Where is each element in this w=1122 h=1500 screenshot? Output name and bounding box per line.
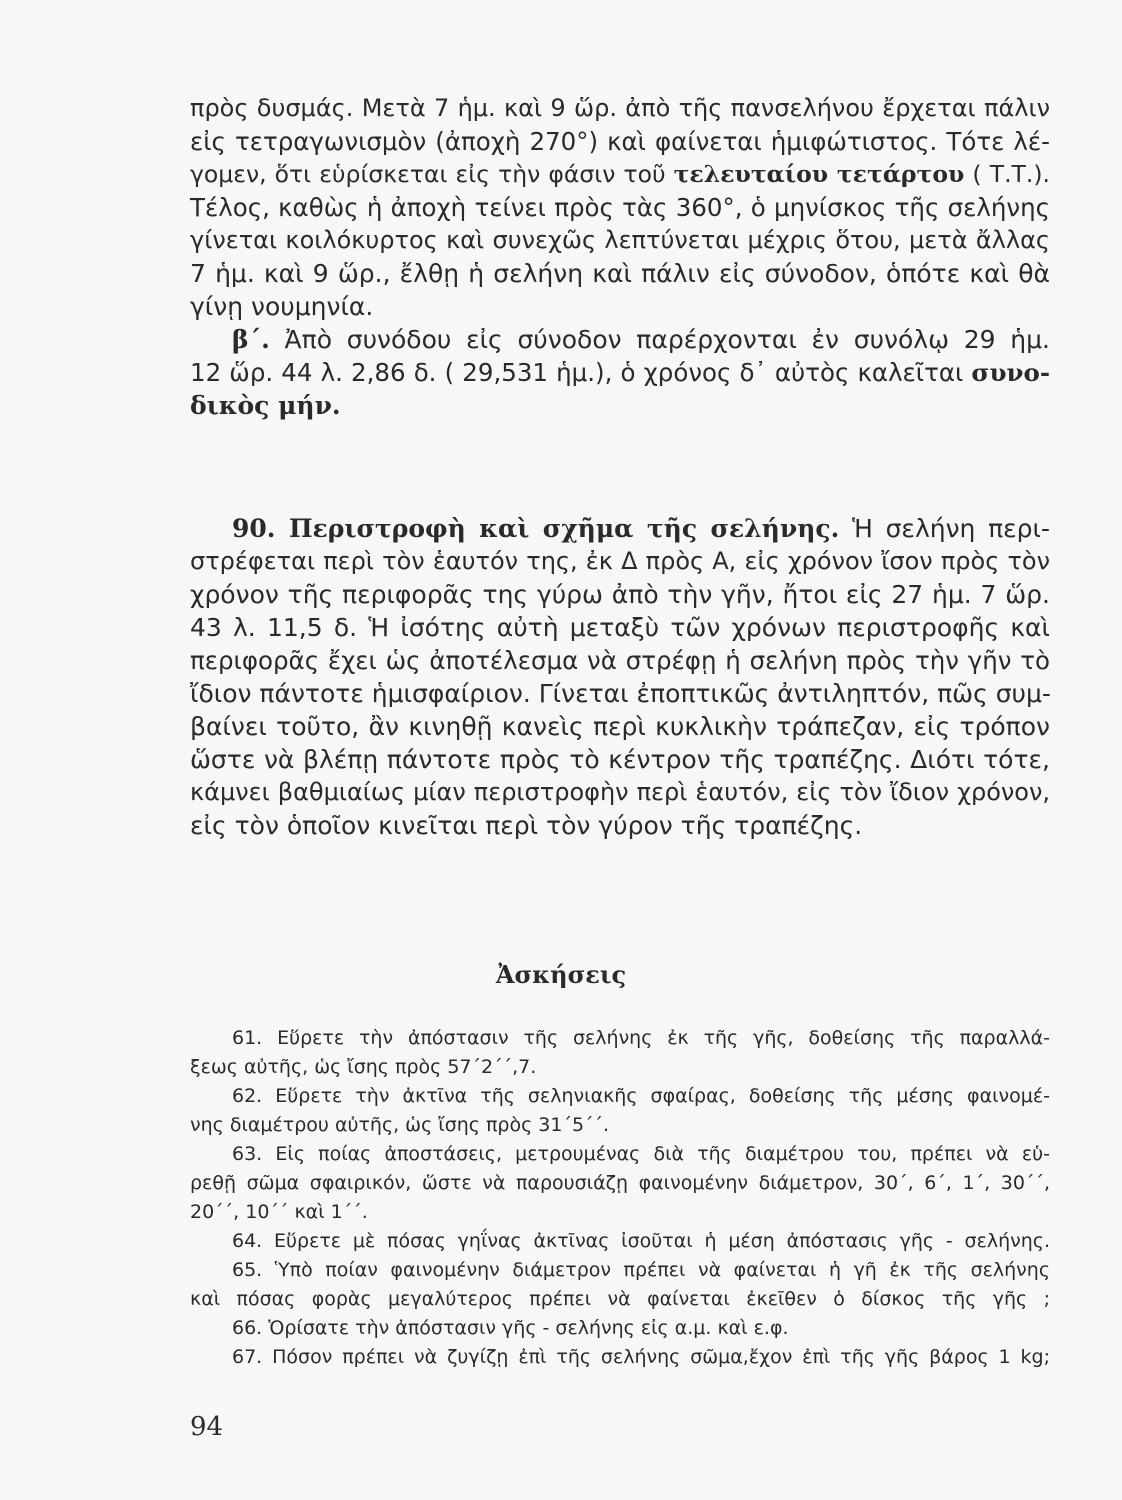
exercises-list — [190, 1024, 1050, 1372]
text-line: στρέφεται περὶ τὸν ἑαυτόν της, ἐκ Δ πρὸς Α, εἰς χρόνον ἴσον πρὸς τὸν — [190, 547, 1050, 575]
text-line: Τέλος, καθὼς ἡ ἀποχὴ τείνει πρὸς τὰς 360°, ὁ μηνίσκος τῆς σελήνης — [190, 193, 1050, 222]
text-line: β΄. Ἀπὸ συνόδου εἰς σύνοδον παρέρχονται ἐν συνόλῳ 29 ἡμ. — [232, 325, 1050, 354]
exercise-62-cont: νης διαμέτρου αὐτῆς, ὡς ἴσης πρὸς 31΄5΄΄. — [190, 1114, 610, 1136]
exercise-66: 66. Ὁρίσατε τὴν ἀπόστασιν γῆς - σελήνης εἰς α.μ. καὶ ε.φ. — [232, 1317, 789, 1339]
text-line: εἰς τὸν ὁποῖον κινεῖται περὶ τὸν γύρον τῆς τραπέζης. — [190, 811, 863, 840]
exercise-63-end: 20΄΄, 10΄΄ καὶ 1΄΄. — [190, 1201, 368, 1223]
section-90 — [190, 512, 1050, 842]
exercise-67: 67. Πόσον πρέπει νὰ ζυγίζῃ ἐπὶ τῆς σελήνης σῶμα,ἔχον ἐπὶ τῆς γῆς βάρος 1 kg; — [232, 1346, 1050, 1368]
text-line: εἰς τετραγωνισμὸν (ἀποχὴ 270°) καὶ φαίνεται ἡμιφώτιστος. Τότε λέ- — [190, 127, 1050, 156]
text-line: πρὸς δυσμάς. Μετὰ 7 ἡμ. καὶ 9 ὥρ. ἀπὸ τῆς πανσελήνου ἔρχεται πάλιν — [190, 94, 1050, 122]
exercise-63: 63. Εἰς ποίας ἀποστάσεις, μετρουμένας διὰ τῆς διαμέτρου του, πρέπει νὰ εὑ- — [232, 1143, 1050, 1165]
exercise-63-cont: ρεθῇ σῶμα σφαιρικόν, ὥστε νὰ παρουσιάζῃ φαινομένην διάμετρον, 30΄, 6΄, 1΄, 30΄΄, — [190, 1172, 1050, 1194]
exercise-64: 64. Εὕρετε μὲ πόσας γηΐνας ἀκτῖνας ἰσοῦται ἡ μέση ἀπόστασις γῆς - σελήνης. — [232, 1230, 1050, 1252]
moon-phases-paragraph — [190, 92, 1050, 422]
text-line: ἴδιον πάντοτε ἡμισφαίριον. Γίνεται ἐποπτικῶς ἀντιληπτόν, πῶς συμ- — [190, 679, 1051, 708]
text-line — [190, 389, 1050, 422]
text-line: 43 λ. 11,5 δ. Ἡ ἰσότης αὐτὴ μεταξὺ τῶν χρόνων περιστροφῆς καὶ — [190, 613, 1050, 642]
text-line: κάμνει βαθμιαίως μίαν περιστροφὴν περὶ ἑαυτόν, εἰς τὸν ἴδιον χρόνον, — [190, 778, 1050, 806]
text-line: 90. Περιστροφὴ καὶ σχῆμα τῆς σελήνης. Ἡ σελήνη περι- — [232, 514, 1051, 543]
text-line: περιφορᾶς ἔχει ὡς ἀποτέλεσμα νὰ στρέφῃ ἡ σελήνη πρὸς τὴν γῆν τὸ — [190, 646, 1050, 675]
text-line: ὥστε νὰ βλέπῃ πάντοτε πρὸς τὸ κέντρον τῆς τραπέζης. Διότι τότε, — [190, 745, 1050, 774]
page-number: 94 — [190, 1412, 224, 1442]
exercise-61-cont: ξεως αὐτῆς, ὡς ἴσης πρὸς 57΄2΄΄,7. — [190, 1056, 537, 1078]
exercise-65-cont: καὶ πόσας φορὰς μεγαλύτερος πρέπει νὰ φαίνεται ἐκεῖθεν ὁ δίσκος τῆς γῆς ; — [190, 1288, 1050, 1310]
item-beta-label: β΄. — [232, 325, 270, 354]
exercises-title: Ἀσκήσεις — [495, 960, 627, 989]
exercise-65: 65. Ὑπὸ ποίαν φαινομένην διάμετρον πρέπει νὰ φαίνεται ἡ γῆ ἐκ τῆς σελήνης — [232, 1259, 1050, 1281]
exercise-61: 61. Εὕρετε τὴν ἀπόστασιν τῆς σελήνης ἐκ τῆς γῆς, δοθείσης τῆς παραλλά- — [232, 1027, 1050, 1049]
synodic-month-term-end: δικὸς μήν. — [190, 391, 341, 420]
synodic-month-term: συνο- — [971, 358, 1050, 387]
text-line: γομεν, ὅτι εὑρίσκεται εἰς τὴν φάσιν τοῦ τελευταίου τετάρτου ( Τ.Τ.). — [190, 160, 1050, 188]
text-line: 7 ἡμ. καὶ 9 ὥρ., ἔλθῃ ἡ σελήνη καὶ πάλιν εἰς σύνοδον, ὁπότε καὶ θὰ — [190, 259, 1050, 288]
section-heading: 90. Περιστροφὴ καὶ σχῆμα τῆς σελήνης. — [232, 514, 840, 543]
text-line: 12 ὥρ. 44 λ. 2,86 δ. ( 29,531 ἡμ.), ὁ χρόνος δ᾽ αὐτὸς καλεῖται συνο- — [190, 358, 1050, 387]
text-line: βαίνει τοῦτο, ἂν κινηθῇ κανεὶς περὶ κυκλικὴν τράπεζαν, εἰς τρόπον — [190, 712, 1050, 741]
text-line: χρόνον τῆς περιφορᾶς της γύρω ἀπὸ τὴν γῆν, ἤτοι εἰς 27 ἡμ. 7 ὥρ. — [190, 580, 1050, 609]
last-quarter-term: τελευταίου τετάρτου — [673, 160, 965, 188]
text-line: γίνεται κοιλόκυρτος καὶ συνεχῶς λεπτύνεται μέχρις ὅτου, μετὰ ἄλλας — [190, 226, 1050, 254]
text-line: γίνῃ νουμηνία. — [190, 292, 374, 321]
exercise-62: 62. Εὕρετε τὴν ἀκτῖνα τῆς σεληνιακῆς σφαίρας, δοθείσης τῆς μέσης φαινομέ- — [232, 1085, 1050, 1107]
